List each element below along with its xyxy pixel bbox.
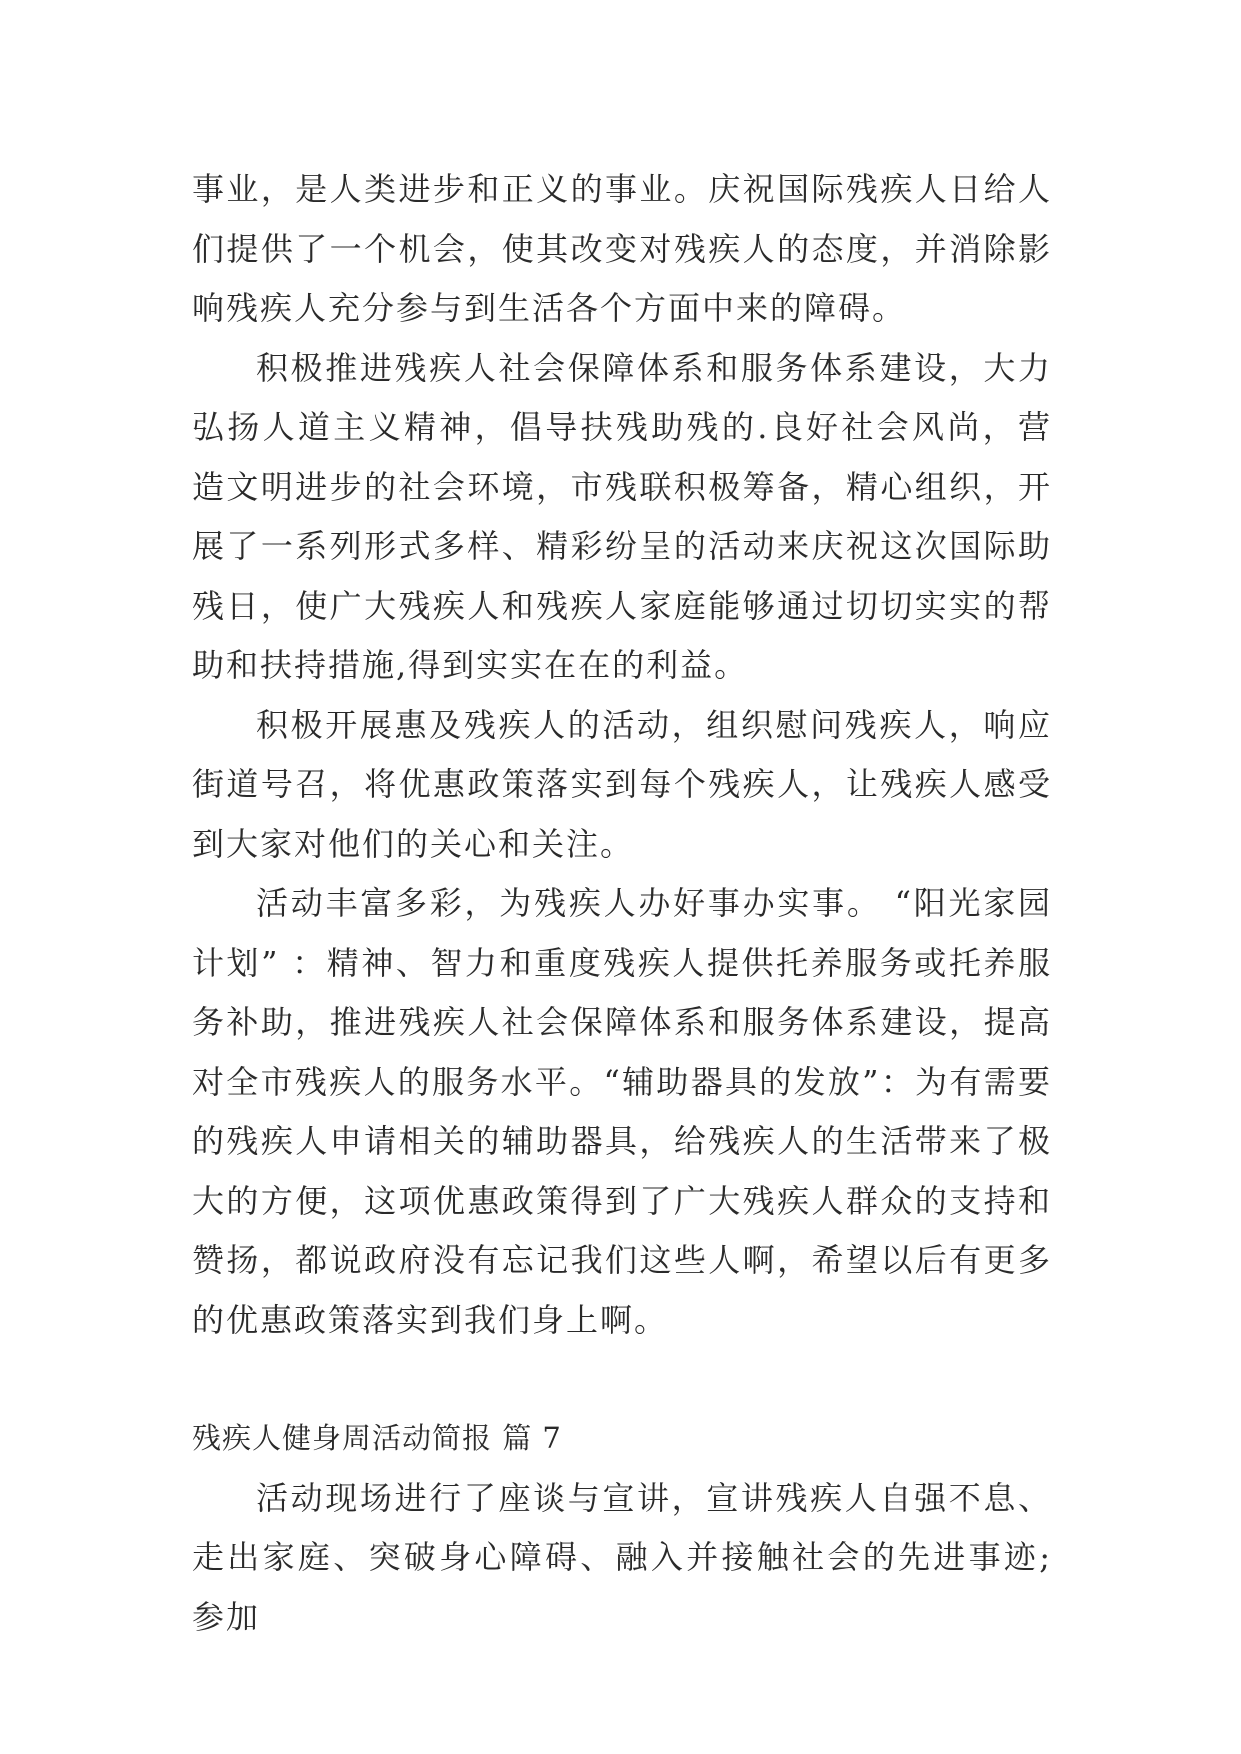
paragraph-social-security: 积极推进残疾人社会保障体系和服务体系建设，大力弘扬人道主义精神，倡导扶残助残的.良好社会风尚，营造文明进步的社会环境，市残联积极筹备，精心组织，开展了一系列形式多样、精彩纷呈的活动来庆祝这次国际助残日，使广大残疾人和残疾人家庭能够通过切切实实的帮助和扶持措施,得到实实在在的利益。 [192,348,1052,684]
paragraph-programs: 活动丰富多彩，为残疾人办好事办实事。 “阳光家园计划” ：精神、智力和重度残疾人提供托养服务或托养服务补助，推进残疾人社会保障体系和服务体系建设，提高对全市残疾人的服务水平。“辅助器具的发放”：为有需要的残疾人申请相关的辅助器具，给残疾人的生活带来了极大的方便，这项优惠政策得到了广大残疾人群众的支持和赞扬，都说政府没有忘记我们这些人啊，希望以后有更多的优惠政策落实到我们身上啊。 [192,884,1052,1339]
paragraph-continued: 事业，是人类进步和正义的事业。庆祝国际残疾人日给人们提供了一个机会，使其改变对残疾人的态度，并消除影响残疾人充分参与到生活各个方面中来的障碍。 [192,170,1052,327]
section-heading: 残疾人健身周活动简报 篇 7 [192,1421,562,1455]
document-body [192,160,1052,1647]
paragraph-event-site: 活动现场进行了座谈与宣讲，宣讲残疾人自强不息、走出家庭、突破身心障碍、融入并接触社会的先进事迹;参加 [192,1478,1052,1636]
paragraph-outreach-activities: 积极开展惠及残疾人的活动，组织慰问残疾人，响应街道号召，将优惠政策落实到每个残疾人，让残疾人感受到大家对他们的关心和关注。 [192,705,1052,863]
